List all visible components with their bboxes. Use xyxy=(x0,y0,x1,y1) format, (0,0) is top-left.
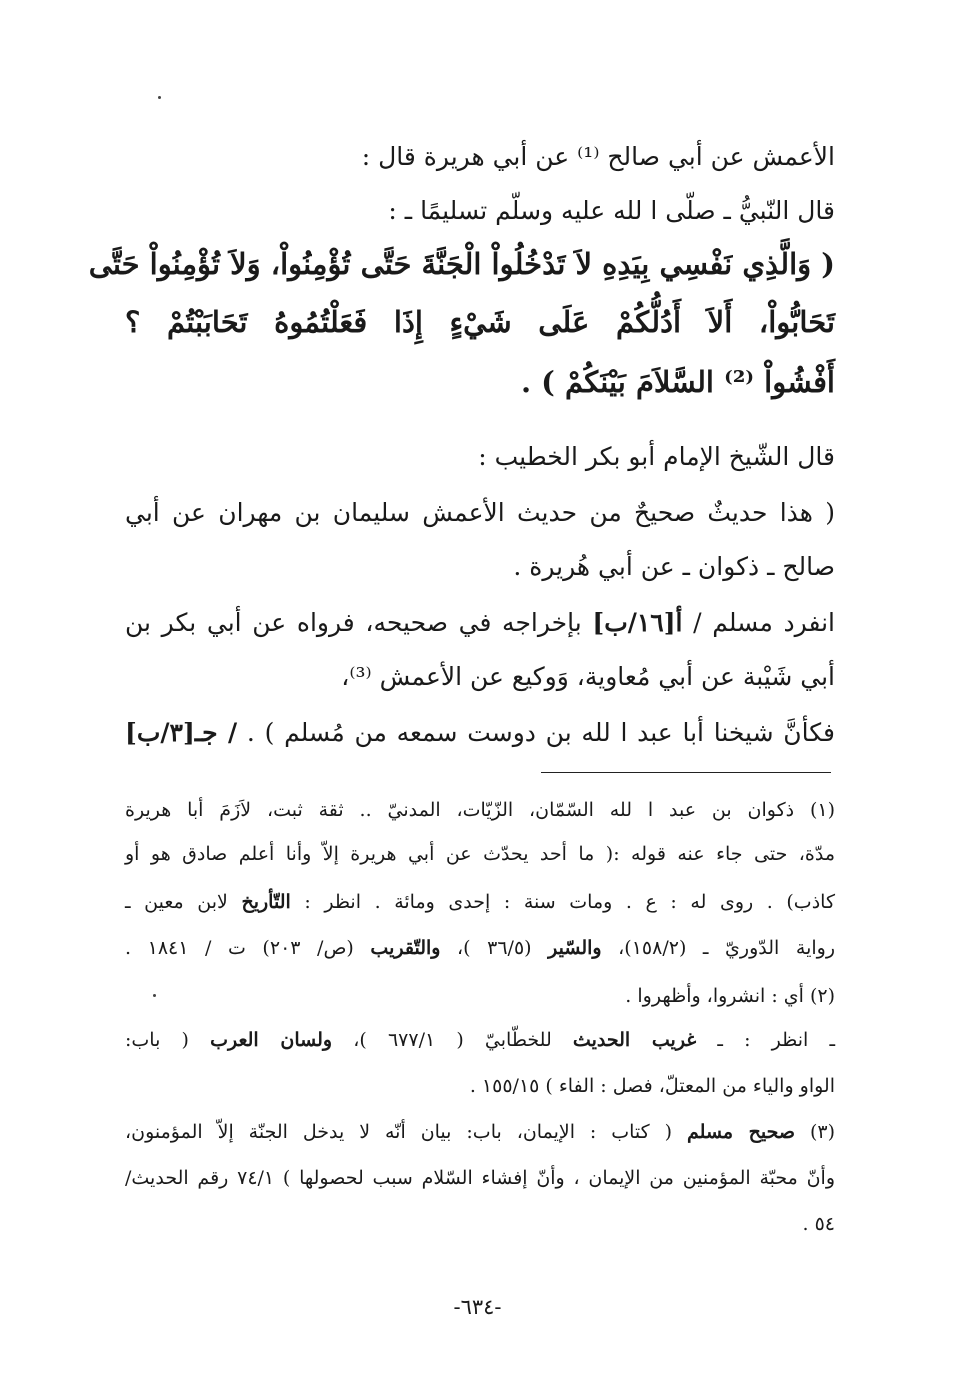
footnote-text: ( باب: xyxy=(125,1029,211,1051)
footnote-source-title: ولسان العرب xyxy=(210,1029,333,1051)
footnote-source-title: والتّقريب xyxy=(370,937,441,959)
hadith-line-1: ( وَالَّذِي نَفْسِي بِيَدِهِ لاَ تَدْخُلُواْ الْجَنَّةَ حَتَّى تُؤْمِنُواْ، وَلاَ تُؤْمِنُواْ حَتَّى xyxy=(88,247,835,281)
body-line-7: ( هذا حديثٌ صحيحٌ من حديث الأعمش سليمان بن مهران عن أبي xyxy=(125,498,835,527)
manuscript-folio-ref: أ[١٦/ب] xyxy=(592,608,683,637)
footnote-source-title: صحيح مسلم xyxy=(687,1121,795,1143)
footnote-3-line-3: ٥٤ . xyxy=(802,1213,835,1235)
footnote-source-title: والسّير xyxy=(548,937,602,959)
footnote-text: ( كتاب : الإيمان، باب: بيان أنّه لا يدخل الجنّة إلاّ المؤمنون، xyxy=(125,1121,688,1143)
footnote-2-line-2 xyxy=(125,1026,835,1054)
speck xyxy=(158,96,161,99)
footnote-2-line-1: (٢) أي : انشروا، وأظهروا . xyxy=(625,985,835,1007)
page-number: -٦٣٤- xyxy=(453,1295,502,1319)
body-line-10: أبي شَيْبة عن أبي مُعاوية، وَوكيع عن الأعمش ⁽³⁾، xyxy=(341,662,835,691)
footnote-text: رواية الدّوريّ ـ (١٥٨/٢)، xyxy=(601,937,835,959)
body-line-1: الأعمش عن أبي صالح ⁽¹⁾ عن أبي هريرة قال : xyxy=(361,142,835,171)
footnote-text: ـ انظر : ـ xyxy=(696,1029,836,1051)
footnote-2-line-3: الواو والياء من المعتلّ، فصل : الفاء ) ١٥٥/١٥ . xyxy=(469,1075,835,1097)
body-line-2: قال النّبيُّ ـ صلّى ا لله عليه وسلّم تسليمًا ـ : xyxy=(388,196,835,225)
body-line-11-pre: فكأنَّ شيخنا أبا عبد ا لله بن دوست سمعه من مُسلم ) . xyxy=(237,718,835,747)
footnote-1-line-3 xyxy=(125,888,835,916)
footnote-source-title: غريب الحديث xyxy=(572,1029,697,1051)
footnote-text: لابن معين ـ xyxy=(125,891,242,913)
body-line-8: صالح ـ ذكوان ـ عن أبي هُريرة . xyxy=(513,552,835,581)
body-line-9-post: بإخراجه في صحيحه، فرواه عن أبي بكر بن xyxy=(125,608,593,637)
body-line-11 xyxy=(125,716,835,750)
footnote-separator xyxy=(541,772,831,773)
footnote-text: (٣) xyxy=(795,1121,835,1143)
hadith-line-2: تَحَابُّواْ، أَلاَ أَدُلُّكُمْ عَلَى شَيْءٍ إِذَا فَعَلْتُمُوهُ تَحَابَبْتُمْ ؟ xyxy=(125,305,835,339)
body-line-9-pre: انفرد مسلم / xyxy=(682,608,836,637)
footnote-text: للخطّابيّ ( ٦٧٧/١ )، xyxy=(332,1029,573,1051)
footnote-text: (ص/ ٢٠٣) ت / ١٨٤١ . xyxy=(125,937,371,959)
footnote-3-line-1 xyxy=(125,1118,835,1146)
speck xyxy=(153,994,156,997)
footnote-3-line-2: وأنّ محبّة المؤمنين من الإيمان ، وأنّ إفشاء السّلام سبب لحصولها ) ٧٤/١ رقم الحديث/ xyxy=(125,1167,835,1189)
footnote-text: (٣٦/٥ )، xyxy=(440,937,549,959)
footnote-source-title: التّأريخ xyxy=(241,891,291,913)
body-line-6: قال الشّيخ الإمام أبو بكر الخطيب : xyxy=(478,442,835,471)
footnote-1-line-2: مدّة، حتى جاء عنه قوله :( ما أحد يحدّث عن أبي هريرة إلاّ وأنا أعلم صادق هو أو xyxy=(125,843,835,865)
footnote-1-line-4 xyxy=(125,934,835,962)
manuscript-folio-ref-2: / جـ[٣/ب] xyxy=(125,718,238,747)
footnote-1-line-1: (١) ذكوان بن عبد ا لله السّمّان، الزّيّات، المدنيّ .. ثقة ثبت، لاَزَمَ أبا هريرة xyxy=(125,799,835,821)
body-line-9 xyxy=(125,606,835,640)
footnote-text: كاذب) . روى له : ع . ومات سنة : إحدى ومائة . انظر : xyxy=(290,891,835,913)
hadith-line-3: أَفْشُواْ ⁽²⁾ السَّلاَمَ بَيْنَكُمْ ) . xyxy=(520,365,835,399)
